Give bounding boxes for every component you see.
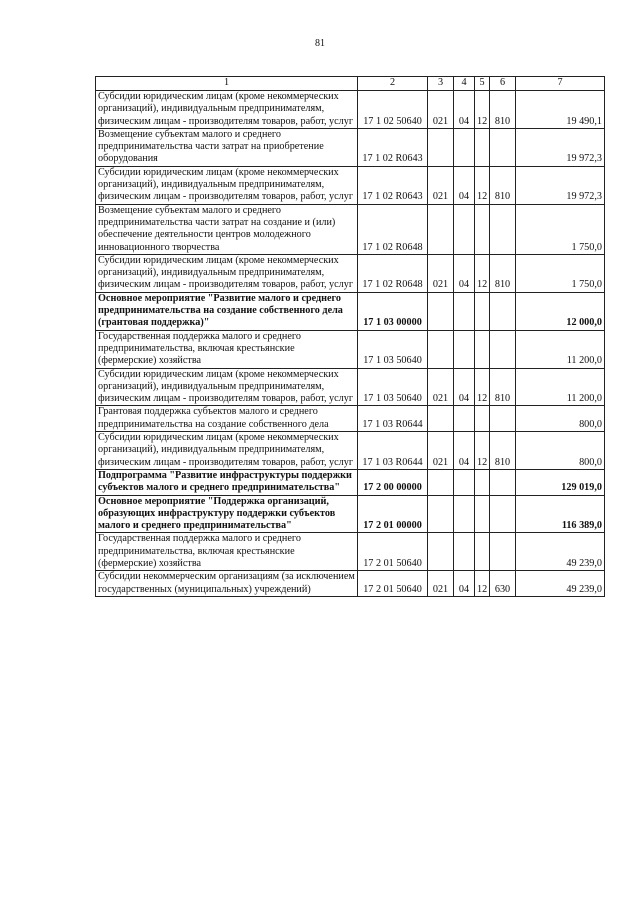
row-name-cell: Основное мероприятие "Развитие малого и среднего предпринимательства на создание собственного дела (грантовая поддержка)" (96, 292, 358, 330)
row-col6-cell (490, 469, 516, 495)
row-col6-cell (490, 204, 516, 254)
row-col3-cell (428, 330, 454, 368)
page-number: 81 (315, 38, 325, 49)
row-col6-cell: 810 (490, 368, 516, 406)
table-header-row (96, 77, 605, 91)
row-col5-cell: 12 (475, 254, 490, 292)
row-col4-cell: 04 (454, 432, 475, 470)
row-col5-cell (475, 292, 490, 330)
row-name-cell: Государственная поддержка малого и среднего предпринимательства, включая крестьянские (фермерские) хозяйства (96, 533, 358, 571)
row-col3-cell (428, 292, 454, 330)
row-col5-cell (475, 495, 490, 533)
row-code-cell: 17 1 02 R0643 (358, 166, 428, 204)
header-col-2: 2 (358, 77, 428, 91)
row-col4-cell (454, 495, 475, 533)
row-code-cell: 17 2 00 00000 (358, 469, 428, 495)
row-value-cell: 129 019,0 (516, 469, 605, 495)
table-row (96, 469, 605, 495)
row-code-cell: 17 1 02 R0643 (358, 128, 428, 166)
row-col6-cell (490, 292, 516, 330)
row-value-cell: 800,0 (516, 432, 605, 470)
row-col3-cell (428, 406, 454, 432)
row-col6-cell (490, 406, 516, 432)
row-code-cell: 17 1 02 50640 (358, 91, 428, 129)
row-value-cell: 12 000,0 (516, 292, 605, 330)
row-col3-cell: 021 (428, 254, 454, 292)
row-name-cell: Субсидии юридическим лицам (кроме некоммерческих организаций), индивидуальным предпринимателям, физическим лицам - производителям товаров, работ, услуг (96, 166, 358, 204)
row-code-cell: 17 1 02 R0648 (358, 254, 428, 292)
row-col4-cell: 04 (454, 166, 475, 204)
row-name-cell: Субсидии некоммерческим организациям (за исключением государственных (муниципальных) учреждений) (96, 571, 358, 597)
table-row (96, 166, 605, 204)
row-col4-cell (454, 533, 475, 571)
row-code-cell: 17 2 01 50640 (358, 571, 428, 597)
row-col4-cell: 04 (454, 368, 475, 406)
row-col5-cell (475, 533, 490, 571)
row-value-cell: 800,0 (516, 406, 605, 432)
row-col5-cell: 12 (475, 166, 490, 204)
table-row (96, 533, 605, 571)
table-row (96, 91, 605, 129)
row-col4-cell (454, 469, 475, 495)
table-row (96, 254, 605, 292)
row-name-cell: Субсидии юридическим лицам (кроме некоммерческих организаций), индивидуальным предпринимателям, физическим лицам - производителям товаров, работ, услуг (96, 368, 358, 406)
table-row (96, 330, 605, 368)
table-row (96, 292, 605, 330)
row-col6-cell (490, 128, 516, 166)
row-col4-cell: 04 (454, 571, 475, 597)
row-col3-cell (428, 495, 454, 533)
row-value-cell: 49 239,0 (516, 533, 605, 571)
row-code-cell: 17 2 01 00000 (358, 495, 428, 533)
row-col4-cell (454, 406, 475, 432)
row-col5-cell (475, 330, 490, 368)
row-col4-cell: 04 (454, 91, 475, 129)
row-col5-cell: 12 (475, 91, 490, 129)
row-name-cell: Возмещение субъектам малого и среднего предпринимательства части затрат на создание и (или) обеспечение деятельности центров молодежного инновационного творчества (96, 204, 358, 254)
budget-table (95, 76, 605, 597)
row-code-cell: 17 1 03 R0644 (358, 406, 428, 432)
row-col3-cell (428, 469, 454, 495)
header-col-5: 5 (475, 77, 490, 91)
row-col6-cell (490, 495, 516, 533)
row-value-cell: 1 750,0 (516, 254, 605, 292)
row-col3-cell: 021 (428, 432, 454, 470)
row-col6-cell: 810 (490, 432, 516, 470)
row-col4-cell (454, 204, 475, 254)
table-row (96, 571, 605, 597)
row-value-cell: 19 972,3 (516, 128, 605, 166)
table-row (96, 406, 605, 432)
row-col3-cell: 021 (428, 91, 454, 129)
header-col-7: 7 (516, 77, 605, 91)
header-col-4: 4 (454, 77, 475, 91)
table-row (96, 495, 605, 533)
row-name-cell: Грантовая поддержка субъектов малого и среднего предпринимательства на создание собственного дела (96, 406, 358, 432)
row-code-cell: 17 1 02 R0648 (358, 204, 428, 254)
row-value-cell: 11 200,0 (516, 330, 605, 368)
header-col-6: 6 (490, 77, 516, 91)
row-col4-cell (454, 128, 475, 166)
header-col-3: 3 (428, 77, 454, 91)
table-row (96, 432, 605, 470)
row-value-cell: 19 490,1 (516, 91, 605, 129)
row-col4-cell: 04 (454, 254, 475, 292)
row-col6-cell (490, 330, 516, 368)
row-col3-cell (428, 204, 454, 254)
row-code-cell: 17 1 03 50640 (358, 330, 428, 368)
header-col-1: 1 (96, 77, 358, 91)
row-value-cell: 1 750,0 (516, 204, 605, 254)
row-name-cell: Субсидии юридическим лицам (кроме некоммерческих организаций), индивидуальным предпринимателям, физическим лицам - производителям товаров, работ, услуг (96, 432, 358, 470)
row-col5-cell: 12 (475, 368, 490, 406)
row-value-cell: 116 389,0 (516, 495, 605, 533)
row-value-cell: 49 239,0 (516, 571, 605, 597)
row-code-cell: 17 2 01 50640 (358, 533, 428, 571)
row-col5-cell (475, 406, 490, 432)
row-value-cell: 11 200,0 (516, 368, 605, 406)
row-col6-cell: 630 (490, 571, 516, 597)
row-col4-cell (454, 292, 475, 330)
row-code-cell: 17 1 03 50640 (358, 368, 428, 406)
row-col5-cell: 12 (475, 432, 490, 470)
row-value-cell: 19 972,3 (516, 166, 605, 204)
row-col6-cell (490, 533, 516, 571)
row-col3-cell: 021 (428, 166, 454, 204)
table-body (96, 91, 605, 597)
row-name-cell: Возмещение субъектам малого и среднего предпринимательства части затрат на приобретение оборудования (96, 128, 358, 166)
row-name-cell: Подпрограмма "Развитие инфраструктуры поддержки субъектов малого и среднего предпринимательства" (96, 469, 358, 495)
table-row (96, 128, 605, 166)
row-code-cell: 17 1 03 00000 (358, 292, 428, 330)
row-col5-cell: 12 (475, 571, 490, 597)
row-name-cell: Государственная поддержка малого и среднего предпринимательства, включая крестьянские (фермерские) хозяйства (96, 330, 358, 368)
row-name-cell: Субсидии юридическим лицам (кроме некоммерческих организаций), индивидуальным предпринимателям, физическим лицам - производителям товаров, работ, услуг (96, 91, 358, 129)
row-col5-cell (475, 128, 490, 166)
row-col3-cell: 021 (428, 368, 454, 406)
row-col6-cell: 810 (490, 166, 516, 204)
table-row (96, 368, 605, 406)
row-name-cell: Субсидии юридическим лицам (кроме некоммерческих организаций), индивидуальным предпринимателям, физическим лицам - производителям товаров, работ, услуг (96, 254, 358, 292)
row-name-cell: Основное мероприятие "Поддержка организаций, образующих инфраструктуру поддержки субъектов малого и среднего предпринимательства" (96, 495, 358, 533)
row-col4-cell (454, 330, 475, 368)
row-col6-cell: 810 (490, 254, 516, 292)
row-col3-cell (428, 533, 454, 571)
row-col5-cell (475, 469, 490, 495)
row-col3-cell: 021 (428, 571, 454, 597)
table-row (96, 204, 605, 254)
row-col3-cell (428, 128, 454, 166)
row-col6-cell: 810 (490, 91, 516, 129)
row-code-cell: 17 1 03 R0644 (358, 432, 428, 470)
row-col5-cell (475, 204, 490, 254)
